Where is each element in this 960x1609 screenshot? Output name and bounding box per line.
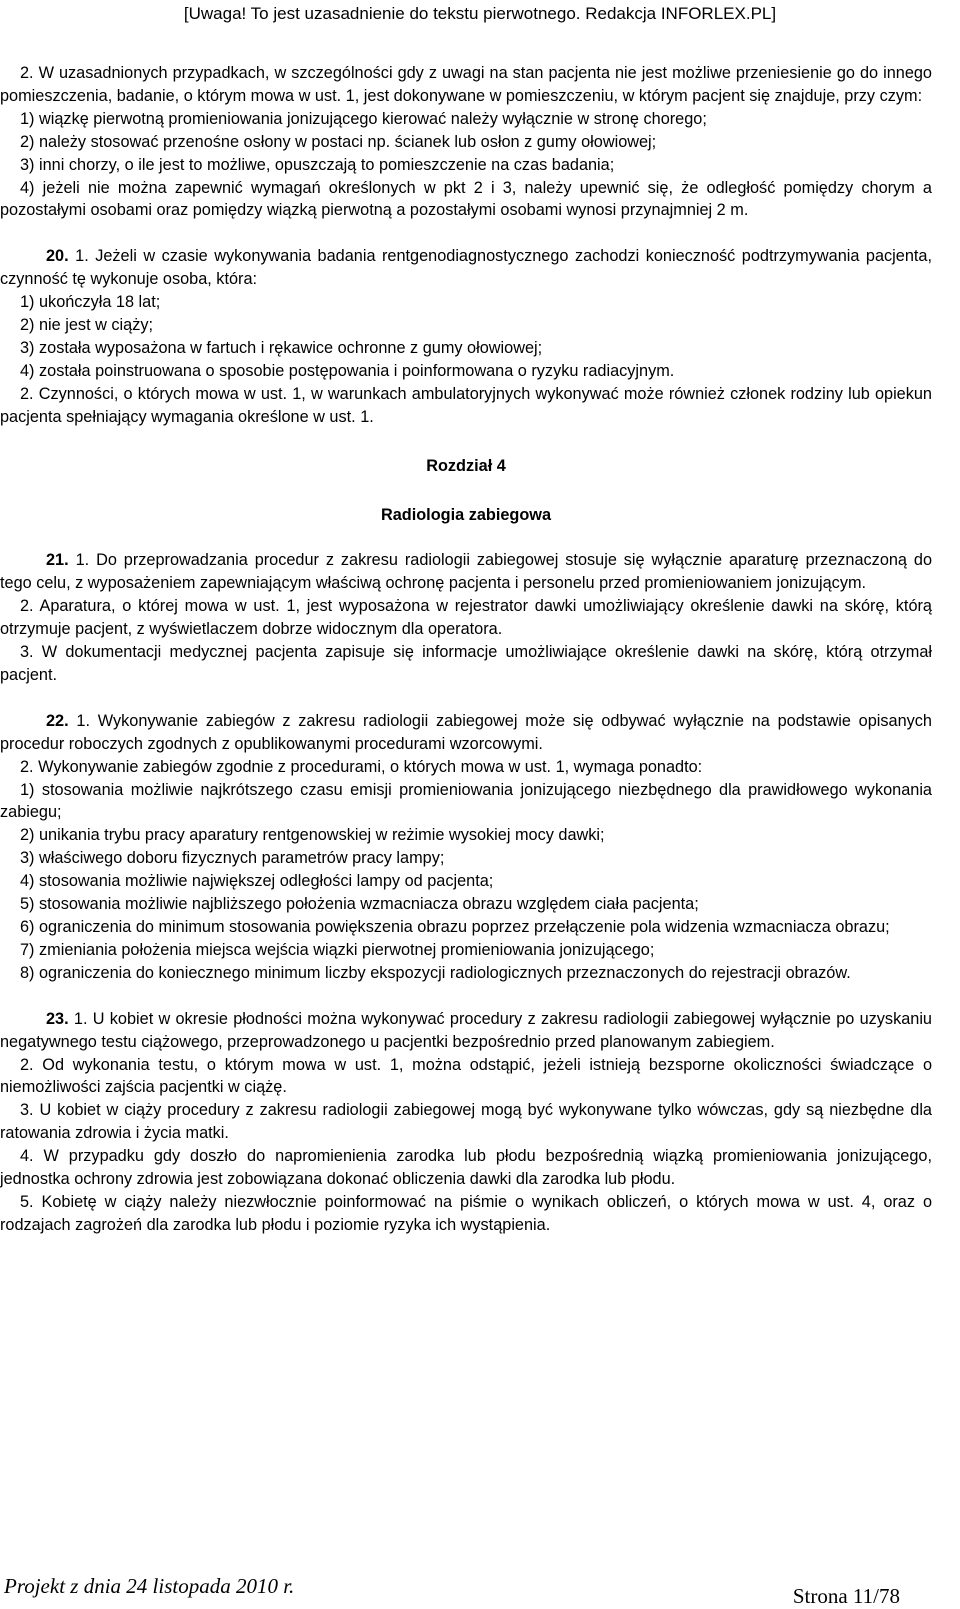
page-number: Strona 11/78 [792, 1584, 900, 1608]
paragraph: 2. Wykonywanie zabiegów zgodnie z procedurami, o których mowa w ust. 1, wymaga ponadto: [20, 757, 703, 776]
paragraph-number: 1. [75, 551, 90, 570]
chapter-number: Rozdział 4 [426, 456, 506, 475]
document-header: [Uwaga! To jest uzasadnienie do tekstu pierwotnego. Redakcja INFORLEX.PL] [183, 4, 777, 23]
paragraph-text: Wykonywanie zabiegów z zakresu radiologii zabiegowej może się odbywać wyłącznie na podstawie opisanych procedur roboczych zgodnych z opublikowanymi procedurami wzorcowymi. [0, 711, 932, 753]
paragraph-text: U kobiet w okresie płodności można wykonywać procedury z zakresu radiologii zabiegowej wyłącznie po uzyskaniu negatywnego testu ciążowego, przeprowadzonego u pacjentki bezpośrednio przed planowanym zabiegiem. [0, 1009, 932, 1051]
paragraph: 2. Aparatura, o której mowa w ust. 1, jest wyposażona w rejestrator dawki umożliwiający określenie dawki na skórę, którą otrzymuje pacjent, z wyświetlaczem dobrze widocznym dla operatora. [0, 597, 932, 639]
section-23-paragraph-1 [0, 1008, 932, 1054]
section-number: 22. [46, 711, 69, 730]
list-item: 4) stosowania możliwie największej odległości lampy od pacjenta; [20, 872, 494, 891]
section-22-paragraph-1 [0, 710, 932, 756]
list-item: 1) ukończyła 18 lat; [20, 293, 161, 312]
section-21-paragraph-1 [0, 549, 932, 595]
paragraph-number: 1. [73, 1009, 88, 1028]
section-number: 20. [46, 247, 69, 266]
list-item: 4) została poinstruowana o sposobie postępowania i poinformowana o ryzyku radiacyjnym. [20, 361, 675, 380]
paragraph: 5. Kobietę w ciąży należy niezwłocznie poinformować na piśmie o wynikach obliczeń, o których mowa w ust. 4, oraz o rodzajach zagrożeń dla zarodka lub płodu i poziomie ryzyka ich wystąpienia. [0, 1192, 932, 1234]
list-item: 7) zmieniania położenia miejsca wejścia wiązki pierwotnej promieniowania jonizującego; [20, 940, 655, 959]
list-item: 3) inni chorzy, o ile jest to możliwe, opuszczają to pomieszczenie na czas badania; [20, 155, 615, 174]
section-number: 21. [46, 551, 69, 570]
paragraph: 4. W przypadku gdy doszło do napromienienia zarodka lub płodu bezpośrednią wiązką promieniowania jonizującego, jednostka ochrony zdrowia jest zobowiązana dokonać obliczenia dawki dla zarodka lub płodu. [0, 1147, 932, 1189]
list-item: 5) stosowania możliwie najbliższego położenia wzmacniacza obrazu względem ciała pacjenta; [20, 895, 699, 914]
paragraph-number: 1. [76, 711, 90, 730]
section-number: 23. [46, 1009, 69, 1028]
list-item: 2) nie jest w ciąży; [20, 316, 154, 335]
paragraph: 3. U kobiet w ciąży procedury z zakresu radiologii zabiegowej mogą być wykonywane tylko wówczas, gdy są niezbędne dla ratowania zdrowia i życia matki. [0, 1101, 932, 1143]
paragraph-text: Jeżeli w czasie wykonywania badania rentgenodiagnostycznego zachodzi konieczność podtrzymywania pacjenta, czynność tę wykonuje osoba, która: [0, 247, 932, 289]
paragraph: 3. W dokumentacji medycznej pacjenta zapisuje się informacje umożliwiające określenie dawki na skórę, którą otrzymał pacjent. [0, 643, 932, 684]
paragraph: 2. W uzasadnionych przypadkach, w szczególności gdy z uwagi na stan pacjenta nie jest możliwe przeniesienie go do innego pomieszczenia, badanie, o którym mowa w ust. 1, jest dokonywane w pomieszczeniu, w którym pacjent się znajduje, przy czym: [0, 64, 932, 105]
list-item: 4) jeżeli nie można zapewnić wymagań określonych w pkt 2 i 3, należy upewnić się, że odległość pomiędzy chorym a pozostałymi osobami oraz pomiędzy wiązką pierwotną a pozostałymi osobami wynosi przynajmniej 2 m. [0, 178, 932, 220]
list-item: 3) właściwego doboru fizycznych parametrów pracy lampy; [20, 849, 445, 868]
list-item: 6) ograniczenia do minimum stosowania powiększenia obrazu poprzez przełączenie pola widzenia wzmacniacza obrazu; [20, 918, 890, 936]
list-item: 2) należy stosować przenośne osłony w postaci np. ścianek lub osłon z gumy ołowiowej; [20, 132, 657, 151]
list-item: 1) stosowania możliwie najkrótszego czasu emisji promieniowania jonizującego niezbędnego dla prawidłowego wykonania zabiegu; [0, 780, 932, 822]
list-item: 2) unikania trybu pracy aparatury rentgenowskiej w reżimie wysokiej mocy dawki; [20, 826, 605, 845]
draft-date-footer: Projekt z dnia 24 listopada 2010 r. [4, 1574, 295, 1598]
list-item: 3) została wyposażona w fartuch i rękawice ochronne z gumy ołowiowej; [20, 338, 543, 357]
list-item: 1) wiązkę pierwotną promieniowania jonizującego kierować należy wyłącznie w stronę chorego; [20, 109, 707, 128]
section-20-paragraph-1 [0, 245, 932, 291]
list-item: 8) ograniczenia do koniecznego minimum liczby ekspozycji radiologicznych przeznaczonych do rejestracji obrazów. [20, 963, 851, 982]
paragraph-text: Do przeprowadzania procedur z zakresu radiologii zabiegowej stosuje się wyłącznie aparaturę przeznaczoną do tego celu, z wyposażeniem zapewniającym właściwą ochronę pacjenta i personelu przed promieniowaniem jonizującym. [0, 551, 933, 593]
chapter-title: Radiologia zabiegowa [380, 505, 552, 524]
paragraph: 2. Czynności, o których mowa w ust. 1, w warunkach ambulatoryjnych wykonywać może również członek rodziny lub opiekun pacjenta spełniający wymagania określone w ust. 1. [0, 384, 932, 426]
paragraph: 2. Od wykonania testu, o którym mowa w ust. 1, można odstąpić, jeżeli istnieją bezsporne okoliczności świadczące o niemożliwości zajścia pacjentki w ciążę. [0, 1055, 932, 1097]
document-body [0, 62, 932, 1237]
paragraph-number: 1. [75, 247, 89, 266]
